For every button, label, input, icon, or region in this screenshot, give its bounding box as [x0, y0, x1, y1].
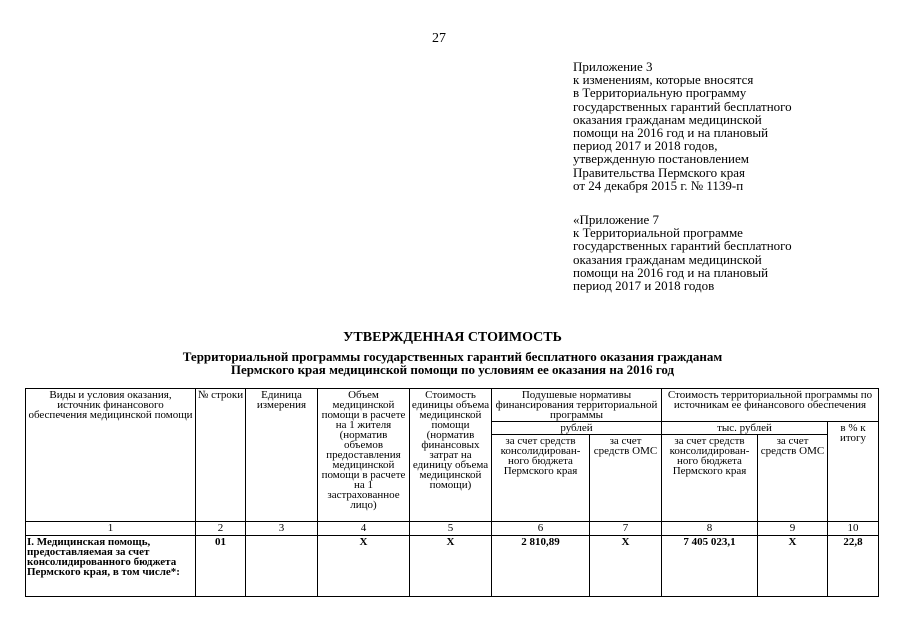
header-cost-budget: за счет средств консолидирован-ного бюджета Пермского края	[662, 435, 758, 522]
appendix-7-block	[573, 213, 792, 292]
appendix-7-line: «Приложение 7	[573, 212, 660, 227]
appendix-3-line: утвержденную постановлением	[573, 151, 750, 167]
column-number: 5	[410, 522, 492, 536]
column-number: 7	[590, 522, 662, 536]
row-volume: Х	[318, 536, 410, 597]
column-number: 1	[26, 522, 196, 536]
row-per-capita-oms: Х	[590, 536, 662, 597]
row-per-capita-budget: 2 810,89	[492, 536, 590, 597]
document-title: УТВЕРЖДЕННАЯ СТОИМОСТЬ	[343, 330, 562, 345]
header-program-cost-unit: тыс. рублей	[662, 422, 828, 435]
header-unit: Единица измерения	[246, 389, 318, 522]
page-number: 27	[432, 31, 446, 46]
row-unit	[246, 536, 318, 597]
column-number: 2	[196, 522, 246, 536]
row-line-number: 01	[196, 536, 246, 597]
header-type-conditions: Виды и условия оказания, источник финансового обеспечения медицинской помощи	[26, 389, 196, 522]
appendix-3-line: помощи на 2016 год и на плановый	[573, 125, 769, 141]
appendix-3-line: оказания гражданам медицинской	[573, 111, 762, 127]
header-per-capita-unit: рублей	[492, 422, 662, 435]
appendix-7-line: период 2017 и 2018 годов	[573, 278, 715, 294]
header-per-capita-budget: за счет средств консолидирован-ного бюджета Пермского края	[492, 435, 590, 522]
column-number: 10	[828, 522, 879, 536]
appendix-7-line: оказания гражданам медицинской	[573, 251, 762, 267]
header-program-cost-group: Стоимость территориальной программы по источникам ее финансового обеспечения	[662, 389, 879, 422]
appendix-3-line: от 24 декабря 2015 г. № 1139-п	[573, 177, 744, 193]
row-cost-oms: Х	[758, 536, 828, 597]
column-number: 4	[318, 522, 410, 536]
column-number: 3	[246, 522, 318, 536]
column-number: 8	[662, 522, 758, 536]
appendix-3-line: период 2017 и 2018 годов,	[573, 138, 718, 154]
document-subtitle-line-1: Территориальной программы государственных гарантий бесплатного оказания гражданам	[182, 349, 723, 364]
appendix-7-line: государственных гарантий бесплатного	[573, 238, 792, 254]
header-per-capita-group: Подушевые нормативы финансирования территориальной программы	[492, 389, 662, 422]
appendix-3-line: к изменениям, которые вносятся	[573, 72, 754, 88]
header-volume: Объем медицинской помощи в расчете на 1 жителя (норматив объемов предоставления медицинской помощи в расчете на 1 застрахованное лицо)	[318, 389, 410, 522]
cost-table	[25, 388, 879, 597]
appendix-7-line: к Территориальной программе	[573, 225, 743, 241]
header-line-number: № строки	[196, 389, 246, 522]
header-unit-cost: Стоимость единицы объема медицинской помощи (норматив финансовых затрат на единицу объема медицинской помощи)	[410, 389, 492, 522]
row-percent: 22,8	[828, 536, 879, 597]
appendix-3-line: государственных гарантий бесплатного	[573, 98, 792, 114]
column-number: 6	[492, 522, 590, 536]
appendix-3-block	[573, 60, 792, 192]
header-percent: в % к итогу	[828, 422, 879, 522]
appendix-3-line: в Территориальную программу	[573, 85, 747, 101]
appendix-3-line: Приложение 3	[573, 59, 653, 74]
table-row	[26, 536, 879, 597]
row-cost-budget: 7 405 023,1	[662, 536, 758, 597]
header-per-capita-oms: за счет средств ОМС	[590, 435, 662, 522]
column-number: 9	[758, 522, 828, 536]
row-name: I. Медицинская помощь, предоставляемая за счет консолидированного бюджета Пермского края, в том числе*:	[26, 536, 196, 597]
document-subtitle-line-2: Пермского края медицинской помощи по условиям ее оказания на 2016 год	[230, 362, 675, 377]
appendix-3-line: Правительства Пермского края	[573, 164, 745, 180]
appendix-7-line: помощи на 2016 год и на плановый	[573, 264, 769, 280]
row-unit-cost: Х	[410, 536, 492, 597]
header-cost-oms: за счет средств ОМС	[758, 435, 828, 522]
